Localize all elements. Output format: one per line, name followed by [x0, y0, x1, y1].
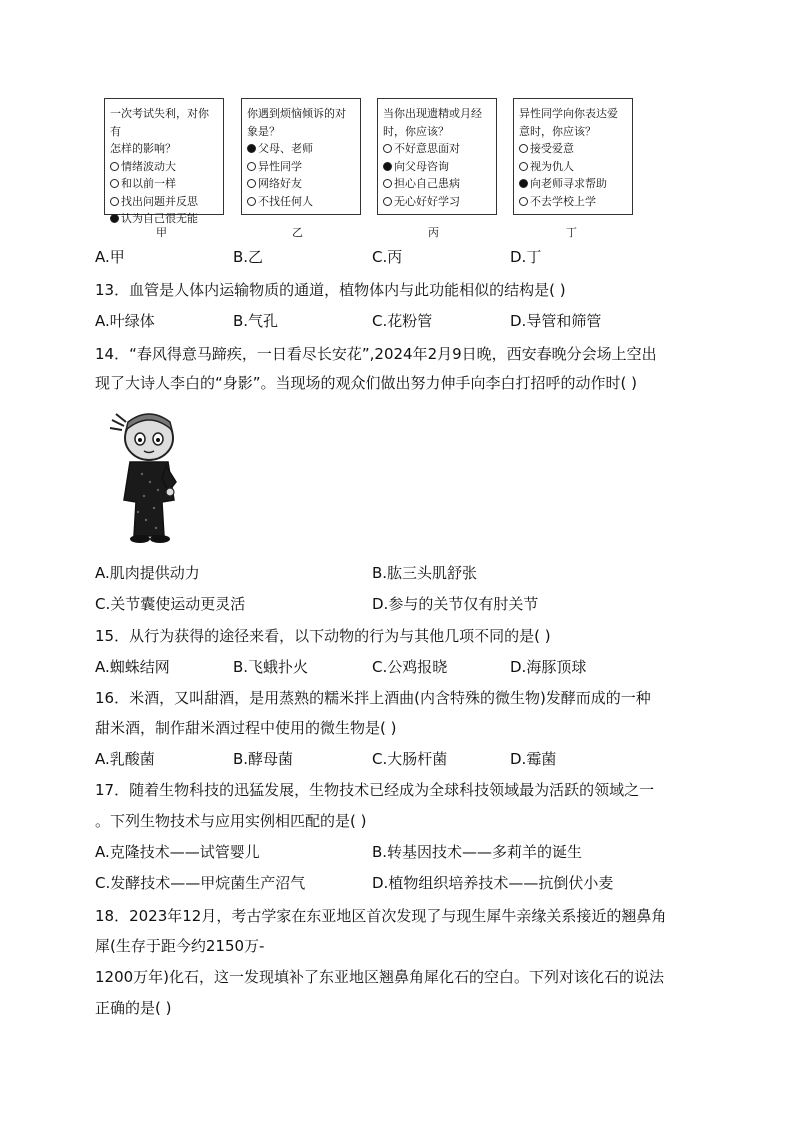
- q17-stem-line1: 17．随着生物科技的迅猛发展，生物技术已经成为全球科技领域最为活跃的领域之一: [95, 781, 655, 799]
- q12-option-a[interactable]: A.甲: [95, 248, 125, 266]
- q15-option-d[interactable]: D.海豚顶球: [510, 658, 587, 676]
- radio-unchecked-icon[interactable]: [247, 162, 256, 171]
- survey-card-option-label: 向父母咨询: [394, 159, 449, 173]
- radio-checked-icon[interactable]: [247, 144, 256, 153]
- radio-checked-icon[interactable]: [383, 162, 392, 171]
- radio-checked-icon[interactable]: [519, 179, 528, 188]
- survey-card-caption: 乙: [292, 226, 303, 239]
- li-bai-figure-illustration: [104, 408, 182, 544]
- survey-card-option[interactable]: [519, 193, 628, 211]
- survey-card-option[interactable]: [247, 140, 356, 158]
- survey-card-option[interactable]: [383, 193, 492, 211]
- radio-unchecked-icon[interactable]: [247, 179, 256, 188]
- survey-card-4: [513, 98, 633, 215]
- survey-card-option[interactable]: [519, 175, 628, 193]
- q14-stem-line2: 现了大诗人李白的“身影”。当现场的观众们做出努力伸手向李白打招呼的动作时( ): [95, 374, 638, 392]
- radio-unchecked-icon[interactable]: [383, 197, 392, 206]
- radio-unchecked-icon[interactable]: [110, 197, 119, 206]
- q13-option-b[interactable]: B.气孔: [233, 312, 279, 330]
- survey-card-question: 异性同学向你表达爱 意时，你应该？: [519, 107, 618, 138]
- q17-option-a[interactable]: A.克隆技术——试管婴儿: [95, 843, 260, 861]
- survey-card-option[interactable]: [247, 158, 356, 176]
- survey-card-option[interactable]: [247, 193, 356, 211]
- survey-card-option[interactable]: [383, 140, 492, 158]
- survey-card-option-label: 向老师寻求帮助: [530, 177, 607, 190]
- survey-card-option-label: 接受爱意: [530, 142, 574, 155]
- q16-option-c[interactable]: C.大肠杆菌: [372, 750, 448, 768]
- survey-card-caption: 甲: [156, 226, 167, 239]
- survey-card-option[interactable]: [110, 175, 219, 193]
- q15-option-b[interactable]: B.飞蛾扑火: [233, 658, 309, 676]
- survey-card-question: 你遇到烦恼倾诉的对 象是？: [247, 107, 346, 138]
- radio-unchecked-icon[interactable]: [519, 197, 528, 206]
- survey-card-option[interactable]: [519, 158, 628, 176]
- survey-card-3: [377, 98, 497, 215]
- q17-option-d[interactable]: D.植物组织培养技术——抗倒伏小麦: [372, 874, 614, 892]
- q15-stem: 15．从行为获得的途径来看，以下动物的行为与其他几项不同的是( ): [95, 627, 551, 645]
- survey-card-option[interactable]: [383, 158, 492, 176]
- survey-card-2: [241, 98, 361, 215]
- q14-stem-line1: 14．“春风得意马蹄疾，一日看尽长安花”,2024年2月9日晚，西安春晚分会场上空出: [95, 345, 657, 363]
- q14-option-b[interactable]: B.肱三头肌舒张: [372, 564, 478, 582]
- q16-option-a[interactable]: A.乳酸菌: [95, 750, 155, 768]
- survey-card-caption: 丁: [566, 226, 577, 239]
- q15-option-c[interactable]: C.公鸡报晓: [372, 658, 448, 676]
- q17-stem-line2: 。下列生物技术与应用实例相匹配的是( ): [95, 812, 367, 830]
- survey-card-caption: 丙: [428, 226, 439, 239]
- survey-card-option[interactable]: [110, 193, 219, 211]
- q16-option-b[interactable]: B.酵母菌: [233, 750, 294, 768]
- radio-unchecked-icon[interactable]: [383, 144, 392, 153]
- q16-option-d[interactable]: D.霉菌: [510, 750, 557, 768]
- q12-option-c[interactable]: C.丙: [372, 248, 403, 266]
- q15-option-a[interactable]: A.蜘蛛结网: [95, 658, 170, 676]
- survey-card-option[interactable]: [519, 140, 628, 158]
- survey-card-question: 当你出现遗精或月经 时，你应该？: [383, 107, 482, 138]
- radio-unchecked-icon[interactable]: [519, 144, 528, 153]
- q13-option-d[interactable]: D.导管和筛管: [510, 312, 602, 330]
- survey-card-1: [104, 98, 224, 225]
- radio-unchecked-icon[interactable]: [247, 197, 256, 206]
- q14-option-d[interactable]: D.参与的关节仅有肘关节: [372, 595, 539, 613]
- survey-card-option[interactable]: [247, 175, 356, 193]
- q18-stem-line2: 犀(生存于距今约2150万-: [95, 937, 265, 955]
- q13-option-c[interactable]: C.花粉管: [372, 312, 433, 330]
- survey-card-option[interactable]: [383, 175, 492, 193]
- survey-card-option-label: 父母、老师: [258, 142, 313, 155]
- survey-card-option-label: 不好意思面对: [394, 142, 460, 155]
- survey-card-option-label: 不找任何人: [258, 194, 313, 208]
- survey-card-option-label: 异性同学: [258, 159, 302, 173]
- q16-stem-line2: 甜米酒，制作甜米酒过程中使用的微生物是( ): [95, 719, 397, 737]
- radio-unchecked-icon[interactable]: [383, 179, 392, 188]
- q18-stem-line1: 18．2023年12月，考古学家在东亚地区首次发现了与现生犀牛亲缘关系接近的翘鼻角: [95, 907, 667, 925]
- survey-card-option-label: 和以前一样: [121, 177, 176, 190]
- q18-stem-line3: 1200万年)化石，这一发现填补了东亚地区翘鼻角犀化石的空白。下列对该化石的说法: [95, 968, 665, 986]
- q12-option-d[interactable]: D.丁: [510, 248, 542, 266]
- survey-card-option-label: 情绪波动大: [121, 159, 176, 173]
- q13-stem: 13．血管是人体内运输物质的通道，植物体内与此功能相似的结构是( ): [95, 281, 566, 299]
- survey-card-option-label: 担心自己患病: [394, 177, 460, 190]
- survey-card-option[interactable]: [110, 158, 219, 176]
- q14-option-c[interactable]: C.关节囊使运动更灵活: [95, 595, 246, 613]
- survey-card-question: 一次考试失利，对你有 怎样的影响？: [110, 107, 209, 155]
- q13-option-a[interactable]: A.叶绿体: [95, 312, 155, 330]
- q16-stem-line1: 16．米酒，又叫甜酒，是用蒸熟的糯米拌上酒曲(内含特殊的微生物)发酵而成的一种: [95, 689, 651, 707]
- survey-card-option-label: 网络好友: [258, 177, 302, 190]
- survey-card-option-label: 认为自己很无能: [121, 212, 198, 225]
- radio-checked-icon[interactable]: [110, 214, 119, 223]
- q18-stem-line4: 正确的是( ): [95, 999, 172, 1017]
- q17-option-c[interactable]: C.发酵技术——甲烷菌生产沼气: [95, 874, 306, 892]
- q12-option-b[interactable]: B.乙: [233, 248, 264, 266]
- survey-card-option-label: 无心好好学习: [394, 194, 460, 208]
- radio-unchecked-icon[interactable]: [110, 162, 119, 171]
- survey-card-option-label: 视为仇人: [530, 159, 574, 173]
- q14-option-a[interactable]: A.肌肉提供动力: [95, 564, 200, 582]
- survey-card-option-label: 不去学校上学: [530, 194, 596, 208]
- survey-card-option-label: 找出问题并反思: [121, 194, 198, 208]
- q17-option-b[interactable]: B.转基因技术——多莉羊的诞生: [372, 843, 583, 861]
- radio-unchecked-icon[interactable]: [519, 162, 528, 171]
- radio-unchecked-icon[interactable]: [110, 179, 119, 188]
